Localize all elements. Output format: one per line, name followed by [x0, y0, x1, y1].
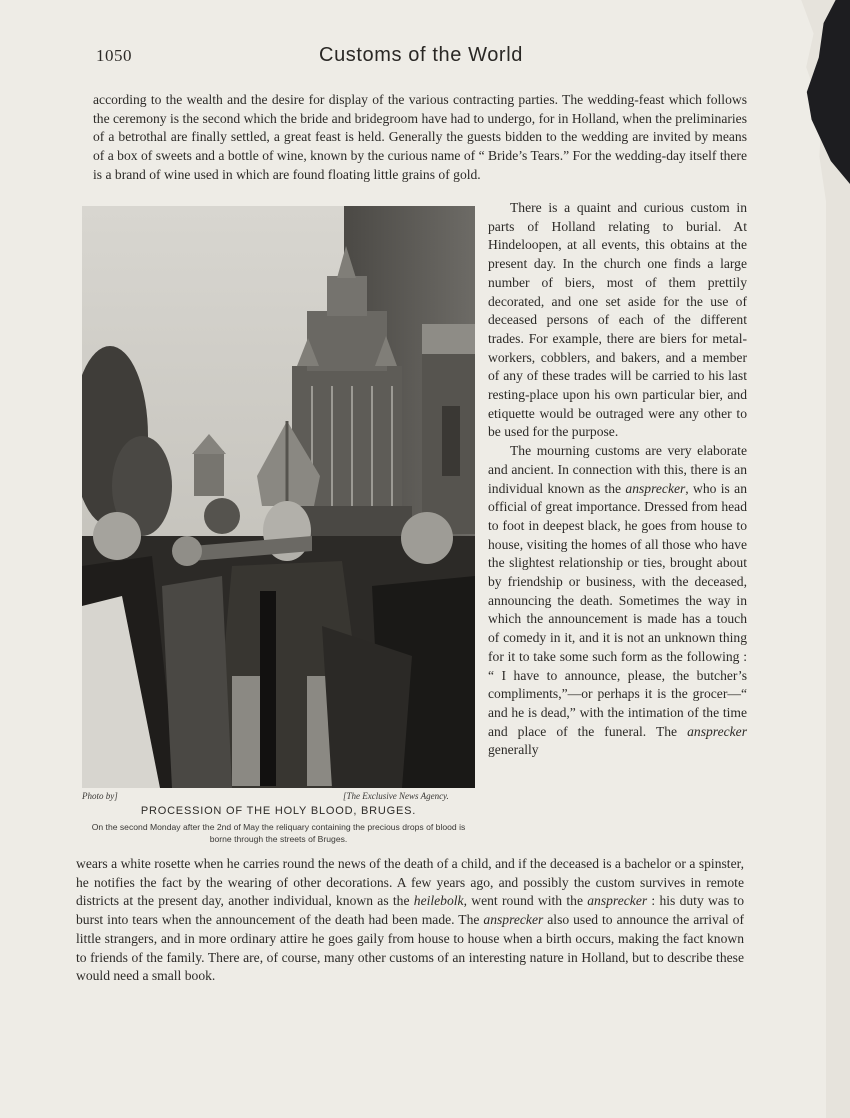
- page-header: [96, 44, 746, 74]
- figure-caption-body: On the second Monday after the 2nd of May the reliquary containing the precious drops of blood is borne through the streets of Bruges.: [91, 822, 466, 844]
- term-heilebolk: heilebolk: [413, 893, 464, 909]
- figure-caption-title: PROCESSION OF THE HOLY BLOOD, BRUGES.: [140, 805, 417, 817]
- mourning-text-2: , who is an official of great importance. Dressed from head to foot in deepest black, he goes from house to house, visiting the homes of all those who have the slightest relationship or ties, brought about by friendship or business, with the deceased, announcing the death. Sometimes the way in which the announcement is made has a touch of comedy in it, and it is not an unknown thing for it to take some such form as the following : “ I have to announce, please, the butcher’s compliments,”—or perhaps it is the grocer—“ and he is dead,” with the intimation of the time and place of the funeral. The: [488, 480, 748, 739]
- mourning-text-1: The mourning customs are very elaborate and ancient. In connection with this, there is an individual known as the: [488, 443, 747, 496]
- paragraph-closing: [76, 855, 744, 986]
- right-column: [488, 199, 747, 760]
- procession-photo-illustration: [82, 206, 475, 788]
- paragraph-opening: according to the wealth and the desire for display of the various contracting parties. The wedding-feast which follows the ceremony is the second which the bride and bridegroom have had to undergo, for in Holland, when the preliminaries of a betrothal are finally settled, a great feast is held. Generally the guests bidden to the wedding are invited by means of a box of sweets and a bottle of wine, known by the curious name of “ Bride’s Tears.” For the wedding-day itself there is a brand of wine used in which are found floating little grains of gold.: [93, 92, 747, 182]
- paragraph-burial: There is a quaint and curious custom in parts of Holland relating to burial. At Hindeloopen, at all events, this obtains at the present day. In the church one finds a large number of biers, most of them prettily decorated, and one set aside for the use of deceased persons of each of the different trades. For example, there are biers for metal-workers, cobblers, and bakers, and a member of any of these trades will be carried to his last resting-place upon his own particular bier, and etiquette would be outraged were any other to be used for the purpose.: [488, 200, 747, 440]
- closing-text-2: , went round with the: [463, 893, 588, 909]
- photo-credit-left: Photo by]: [82, 791, 118, 801]
- page-number: 1050: [96, 46, 132, 65]
- closing-text-3: : his duty was to burst into tears when the announcement of the death had been made. The: [76, 893, 744, 928]
- paragraph-mourning: [488, 442, 747, 760]
- running-title: Customs of the World: [319, 44, 523, 66]
- photo-credit-right: [The Exclusive News Agency.: [343, 791, 449, 801]
- term-ansprecker: ansprecker: [483, 912, 544, 928]
- term-ansprecker: ansprecker: [625, 480, 686, 496]
- procession-photo: [82, 206, 475, 788]
- closing-text-4: also used to announce the arrival of little strangers, and in more ordinary attire he goes gaily from house to house when a birth occurs, making the fact known to friends of the family. There are, of course, many other customs of an interesting nature in Holland, but to describe these would need a small book.: [76, 912, 744, 984]
- term-ansprecker: ansprecker: [687, 723, 747, 739]
- mourning-text-3: generally: [488, 742, 539, 758]
- closing-text-1: wears a white rosette when he carries round the news of the death of a child, and if the deceased is a bachelor or a spinster, he notifies the fact by the wearing of other decorations. A few years ago, and possibly the custom survives in remote districts at the present day, another individual, known as the: [76, 856, 744, 909]
- term-ansprecker: ansprecker: [587, 893, 648, 909]
